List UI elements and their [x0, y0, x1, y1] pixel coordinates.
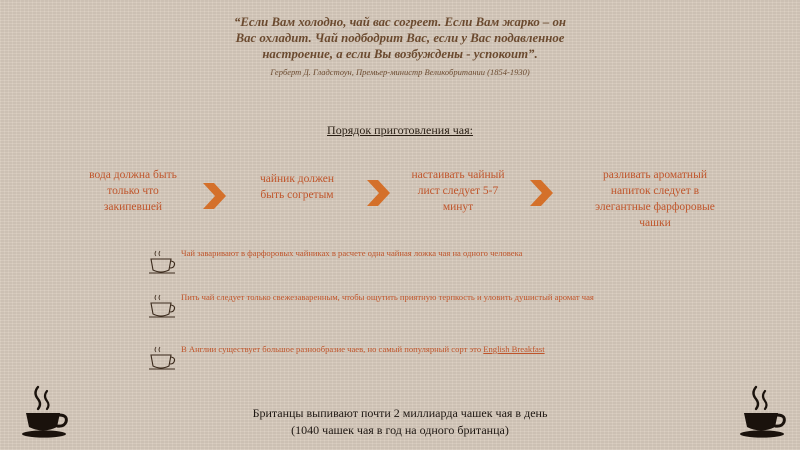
footer-stat: [200, 405, 600, 439]
steaming-cup-icon: [738, 383, 790, 441]
quote-line: Вас охладит. Чай подбодрит Вас, если у Вас подавленное: [235, 31, 565, 45]
section-heading: Порядок приготовления чая:: [327, 123, 473, 137]
step-line: напиток следует в: [610, 185, 700, 197]
footer-line: (1040 чашек чая в год на одного британца): [291, 423, 509, 437]
step-line: разливать ароматный: [603, 169, 707, 181]
teacup-icon: [148, 345, 180, 373]
step-warm-teapot: [232, 171, 362, 203]
fact-text: Пить чай следует только свежезаваренным, чтобы ощутить приятную терпкость и уловить душистый аромат чая: [181, 292, 594, 302]
quote: [200, 14, 600, 62]
step-line: только что: [107, 185, 159, 197]
step-line: быть согретым: [260, 189, 334, 201]
chevron-right-icon: [527, 178, 555, 208]
quote-line: настроение, а если Вы возбуждены - успокоит”.: [262, 47, 538, 61]
step-line: минут: [442, 201, 474, 213]
step-steep-leaves: [393, 167, 523, 215]
quote-line: “Если Вам холодно, чай вас согреет. Если Вам жарко – он: [233, 15, 567, 29]
steaming-cup-icon: [20, 383, 72, 441]
step-line: элегантные фарфоровые: [595, 201, 715, 213]
teacup-icon: [148, 293, 180, 321]
step-line: чайник должен: [259, 173, 335, 185]
footer-line: Британцы выпивают почти 2 миллиарда чашек чая в день: [252, 406, 548, 420]
step-boil-water: [58, 167, 208, 215]
quote-author: Герберт Д. Гладстоун, Премьер-министр Великобритании (1854-1930): [270, 67, 530, 77]
step-line: закипевшей: [103, 201, 163, 213]
english-breakfast-link[interactable]: English Breakfast: [483, 344, 545, 354]
fact-body: В Англии существует большое разнообразие чаев, но самый популярный сорт это: [181, 344, 484, 354]
chevron-right-icon: [200, 181, 228, 211]
step-line: вода должна быть: [89, 169, 177, 181]
fact-text: [181, 343, 639, 356]
chevron-right-icon: [364, 178, 392, 208]
teacup-icon: [148, 249, 180, 277]
fact-text: Чай заваривают в фарфоровых чайниках в расчете одна чайная ложка чая на одного человека: [181, 248, 523, 258]
step-line: настаивать чайный: [411, 169, 505, 181]
step-line: чашки: [639, 217, 671, 229]
step-pour-tea: [565, 167, 745, 231]
step-line: лист следует 5-7: [417, 185, 499, 197]
